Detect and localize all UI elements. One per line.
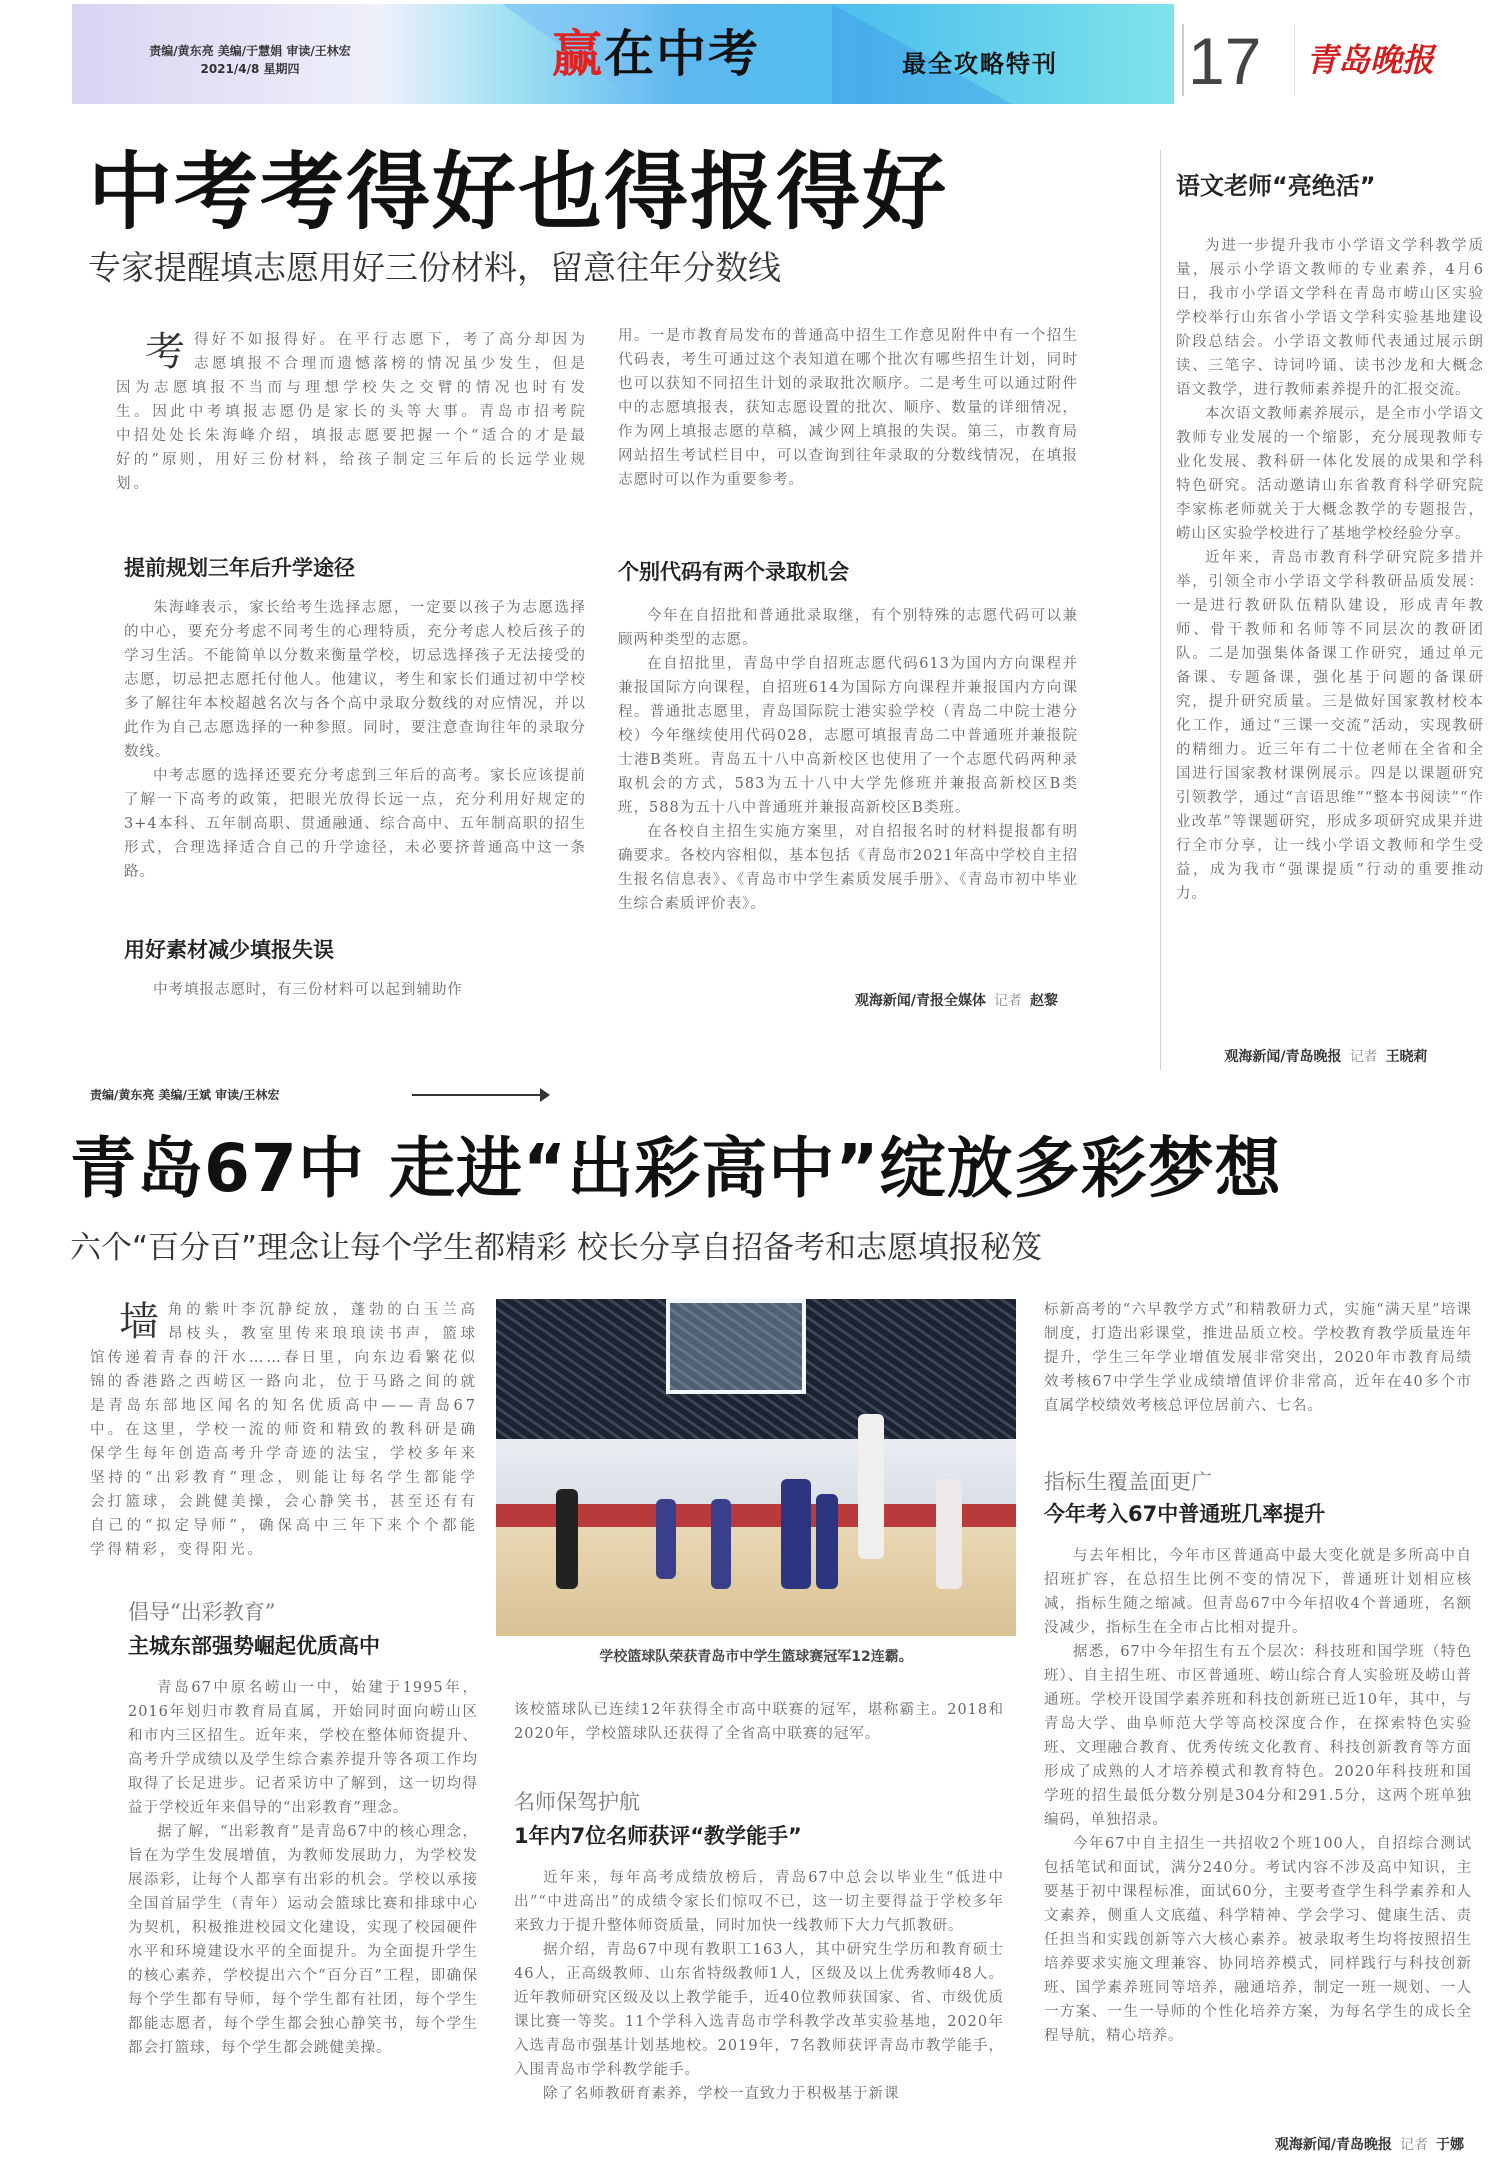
byline-role: 记者 (994, 993, 1022, 1009)
article-headline: 青岛67中 走进“出彩高中”绽放多彩梦想 (70, 1130, 1282, 1207)
paragraph: 近年来，每年高考成绩放榜后，青岛67中总会以毕业生“低进中出”“中进高出”的成绩令家长们惊叹不已，这一切主要得益于学校多年来致力于提升整体师资质量，同时加快一线教师下大力气抓教研。 (514, 1870, 1004, 1934)
title-text: 在中考 (604, 25, 760, 83)
paragraph: 据介绍，青岛67中现有教职工163人，其中研究生学历和教育硕士46人，正高级教师、山东省特级教师1人，区级及以上优秀教师48人。近年教师研究区级及以上教学能手，近40位教师获国家、省、市级优质课比赛一等奖。11个学科入选青岛市学科教学改革实验基地，2020年入选青岛市强基计划基地校。2019年，7名教师获评青岛市教学能手，入围青岛市学科教学能手。 (514, 1942, 1004, 2078)
paragraph: 在各校自主招生实施方案里，对自招报名时的材料提报都有明确要求。各校内容相似，基本包括《青岛市2021年高中学校自主招生报名信息表》、《青岛市中学生素质发展手册》、《青岛市初中毕业生综合素质评价表》。 (618, 824, 1078, 912)
photo-caption: 学校篮球队荣获青岛市中学生篮球赛冠军12连霸。 (599, 1649, 913, 1665)
paragraph: 角的紫叶李沉静绽放，蓬勃的白玉兰高昂枝头，教室里传来琅琅读书声，篮球馆传递着青春的汗水……春日里，向东边看繁花似锦的香港路之西崂区一路向北，位于马路之间的就是青岛东部地区闻名的知名优质高中——青岛67中。在这里，学校一流的师资和精致的教科研是确保学生每年创造高考升学奇迹的法宝，学校多年来坚持的“出彩教育”理念，则能让每名学生都能学会打篮球，会跳健美操，会心静笑书，甚至还有有自己的“拟定导师”，确保高中三年下来个个都能学得精彩，变得阳光。 (90, 1302, 478, 1558)
paragraph: 与去年相比，今年市区普通高中最大变化就是多所高中自招班扩容，在总招生比例不变的情况下，普通班计划相应核减，指标生随之缩减。但青岛67中今年招收4个普通班，名额没减少，指标生在全市占比相对提升。 (1044, 1548, 1472, 1636)
byline-source: 观海新闻/青岛晚报 (1274, 2137, 1392, 2153)
section-body (618, 324, 1078, 492)
photo-player (936, 1479, 962, 1589)
section-heading: 今年考入67中普通班几率提升 (1044, 1502, 1326, 1526)
paragraph: 今年67中自主招生一共招收2个班100人，自招综合测试包括笔试和面试，满分240分。考试内容不涉及高中知识，主要基于初中课程标准，面试60分，主要考查学生科学素养和人文素养，侧重人文底蕴、科学精神、学会学习、健康生活、责任担当和实践创新等六大核心素养。被录取考生均将按照招生培养要求实施文理兼容、协同培养模式，同样践行与科技创新班、国学素养班同等培养，融通培养，制定一班一规划、一人一方案、一生一导师的个性化培养方案，为每名学生的成长全程导航，精心培养。 (1044, 1836, 1472, 2044)
drop-cap: 考 (145, 329, 188, 375)
divider (1294, 24, 1295, 96)
sidebar-heading: 语文老师“亮绝活” (1176, 172, 1376, 200)
masthead-banner (72, 4, 1174, 104)
paragraph: 青岛67中原名崂山一中，始建于1995年，2016年划归市教育局直属，开始同时面向崂山区和市内三区招生。近年来，学校在整体师资提升、高考升学成绩以及学生综合素养提升等各项工作均取得了长足进步。记者采访中了解到，这一切均得益于学校近年来倡导的“出彩教育”理念。 (128, 1680, 478, 1816)
editor-credits: 责编/黄东亮 美编/王斌 审读/王林宏 (90, 1088, 280, 1102)
paragraph: 据悉，67中今年招生有五个层次：科技班和国学班（特色班）、自主招生班、市区普通班、崂山综合育人实验班及崂山普通班。学校开设国学素养班和科技创新班已近10年，其中，与青岛大学、曲阜师范大学等高校深度合作，在探索特色实验班、文理融合教育、优秀传统文化教育、科技创新教育等方面形成了成熟的人才培养模式和教育特色。2020年科技班和国学班的招生最低分数分别是304分和291.5分，这两个班单独编码，单独招录。 (1044, 1644, 1472, 1828)
paragraph: 该校篮球队已连续12年获得全市高中联赛的冠军，堪称霸主。2018和2020年，学校篮球队还获得了全省高中联赛的冠军。 (514, 1702, 1004, 1742)
photo-player (781, 1479, 811, 1589)
section-body (1044, 1544, 1472, 2048)
credits-line: 责编/黄东亮 美编/于慧娟 审读/王林宏 (149, 44, 351, 58)
section-body (514, 1866, 1004, 2106)
byline-author: 王晓莉 (1385, 1049, 1428, 1065)
editor-credits (90, 42, 410, 78)
article-intro (90, 1298, 478, 1562)
section-body (128, 1676, 478, 2060)
photo-player (656, 1499, 676, 1579)
paragraph: 为进一步提升我市小学语文学科教学质量，展示小学语文教师的专业素养，4月6日，我市小学语文学科在青岛市崂山区实验学校举行山东省小学语文学科实验基地建设阶段总结会。小学语文教师代表通过展示朗读、三笔字、诗词吟诵、读书沙龙和大概念语文教学，进行教师素养提升的汇报交流。 (1176, 238, 1484, 398)
newspaper-logo: 青岛晚报 (1306, 41, 1435, 79)
paragraph: 中考志愿的选择还要充分考虑到三年后的高考。家长应该提前了解一下高考的政策，把眼光放得长远一点，充分利用好规定的3+4本科、五年制高职、贯通融通、综合高中、五年制高职的招生形式，合理选择适合自己的升学途径，未必要挤普通高中这一条路。 (124, 768, 586, 880)
section-body (1044, 1298, 1472, 1418)
photo-player (556, 1489, 578, 1589)
paragraph: 中考填报志愿时，有三份材料可以起到辅助作 (153, 982, 463, 998)
photo-player (858, 1414, 884, 1559)
sidebar-body (1176, 234, 1484, 906)
article-subheadline: 专家提醒填志愿用好三份材料，留意往年分数线 (88, 248, 781, 287)
section-body (514, 1698, 1004, 1746)
issue-date: 2021/4/8 星期四 (200, 62, 300, 76)
section-body (124, 596, 586, 884)
section-heading: 1年内7位名师获评“教学能手” (514, 1824, 802, 1848)
paragraph: 在自招批里，青岛中学自招班志愿代码613为国内方向课程并兼报国际方向课程，自招班614为国际方向课程并兼报国内方向课程。普通批志愿里，青岛国际院士港实验学校（青岛二中院士港分校）今年继续使用代码028，志愿可填报青岛二中普通班并兼报院士港B类班。青岛五十八中高新校区也使用了一个志愿代码两种录取机会的方式，583为五十八中大学先修班并兼报高新校区B类班，588为五十八中普通班并兼报高新校区B类班。 (618, 656, 1078, 816)
article-intro (116, 328, 588, 496)
section-kicker: 指标生覆盖面更广 (1044, 1470, 1212, 1494)
article-byline (1044, 2134, 1464, 2154)
column-divider (1160, 150, 1161, 1070)
paragraph: 今年在自招批和普通批录取继，有个别特殊的志愿代码可以兼顾两种类型的志愿。 (618, 608, 1078, 648)
section-body (618, 604, 1078, 916)
photo-player (711, 1499, 731, 1589)
section-heading: 个别代码有两个录取机会 (618, 560, 849, 584)
section-kicker: 名师保驾护航 (514, 1790, 640, 1814)
section-heading: 主城东部强势崛起优质高中 (128, 1634, 380, 1658)
paragraph: 得好不如报得好。在平行志愿下，考了高分却因为志愿填报不合理而遗憾落榜的情况虽少发生，但是因为志愿填报不当而与理想学校失之交臂的情况也时有发生。因此中考填报志愿仍是家长的头等大事。青岛市招考院中招处处长朱海峰介绍，填报志愿要把握一个“适合的才是最好的”原则，用好三份材料，给孩子制定三年后的长远学业规划。 (116, 332, 588, 492)
photo-backboard (666, 1299, 806, 1394)
page-number: 17 (1188, 24, 1262, 98)
section-body (124, 978, 586, 1002)
article-headline: 中考考得好也得报得好 (88, 143, 949, 241)
byline-author: 赵黎 (1030, 993, 1058, 1009)
paragraph: 本次语文教师素养展示，是全市小学语文教师专业发展的一个缩影，充分展现教师专业化发展、教科研一体化发展的成果和学科特色研究。活动邀请山东省教育科学研究院李家栋老师就关于大概念教学的专题报告，崂山区实验学校进行了基地学校经验分享。 (1176, 406, 1484, 542)
paragraph: 除了名师教研育素养，学校一直致力于积极基于新课 (543, 2086, 900, 2102)
basketball-photo (496, 1299, 1016, 1636)
byline-author: 于娜 (1436, 2137, 1464, 2153)
section-kicker: 倡导“出彩教育” (128, 1600, 276, 1624)
paragraph: 朱海峰表示，家长给考生选择志愿，一定要以孩子为志愿选择的中心，要充分考虑不同考生的心理特质，充分考虑人校后孩子的学习生活。不能简单以分数来衡量学校，切忌选择孩子无法接受的志愿，切忌把志愿托付他人。他建议，考生和家长们通过初中学校多了解往年本校超越名次与各个高中录取分数线的对应情况，并以此作为自己志愿选择的一种参照。同时，要注意查询往年的录取分数线。 (124, 600, 586, 760)
byline-source: 观海新闻/青岛晚报 (1224, 1049, 1342, 1065)
paragraph: 标新高考的“六早教学方式”和精教研力式，实施“满天星”培课制度，打造出彩课堂，推进品质立校。学校教育教学质量连年提升，学生三年学业增值发展非常突出，2020年市教育局绩效考核67中学生学业成绩增值评价非常高，近年在40多个市直属学校绩效考核总评位居前六、七名。 (1044, 1302, 1472, 1414)
drop-cap: 墙 (119, 1299, 162, 1345)
title-highlight: 赢 (552, 25, 604, 83)
arrow-icon (540, 1088, 550, 1102)
paragraph: 用。一是市教育局发布的普通高中招生工作意见附件中有一个招生代码表，考生可通过这个表知道在哪个批次有哪些招生计划，同时也可以获知不同招生计划的录取批次顺序。二是考生可以通过附件中的志愿填报表，获知志愿设置的批次、顺序、数量的详细情况，作为网上填报志愿的草稿，减少网上填报的失误。第三，市教育局网站招生考试栏目中，可以查询到往年录取的分数线情况，在填报志愿时可以作为重要参考。 (618, 328, 1078, 488)
section-title (552, 22, 760, 86)
section-heading: 用好素材减少填报失误 (124, 938, 334, 962)
photo-player (816, 1494, 838, 1589)
byline-role: 记者 (1349, 1049, 1378, 1065)
byline-role: 记者 (1400, 2137, 1428, 2153)
section-heading: 提前规划三年后升学途径 (124, 556, 355, 580)
article-byline (618, 990, 1058, 1010)
sidebar-byline (1176, 1046, 1476, 1066)
section-subtitle: 最全攻略特刊 (902, 49, 1058, 78)
arrow-rule (412, 1094, 542, 1096)
article-subheadline: 六个“百分百”理念让每个学生都精彩 校长分享自招备考和志愿填报秘笈 (70, 1230, 1042, 1266)
paragraph: 据了解，“出彩教育”是青岛67中的核心理念，旨在为学生发展增值，为教师发展助力，为学校发展添彩，让每个人都享有出彩的机会。学校以承接全国首届学生（青年）运动会篮球比赛和排球中心为契机，积极推进校园文化建设，实现了校园硬件水平和环境建设水平的全面提升。为全面提升学生的核心素养，学校提出六个“百分百”工程，即确保每个学生都有导师，每个学生都有社团，每个学生都能志愿者，每个学生都会独心静笑书，每个学生都会打篮球，每个学生都会跳健美操。 (128, 1824, 478, 2056)
divider (1182, 24, 1184, 96)
paragraph: 近年来，青岛市教育科学研究院多措并举，引领全市小学语文学科教研品质发展：一是进行教研队伍精队建设，形成青年教师、骨干教师和名师等不同层次的教研团队。二是加强集体备课工作研究，通过单元备课、专题备课，强化基于问题的备课研究，提升研究质量。三是做好国家教材校本化工作，通过“三课一交流”活动，实现教研的精细力。近三年有二十位老师在全省和全国进行国家教材课例展示。四是以课题研究引领教学，通过“言语思维”“整本书阅读”“作业改革”等课题研究，形成多项研究成果并进行全市分享，让一线小学语文教师和学生受益，成为我市“强课提质”行动的重要推动力。 (1176, 550, 1484, 902)
byline-source: 观海新闻/青报全媒体 (854, 993, 986, 1009)
